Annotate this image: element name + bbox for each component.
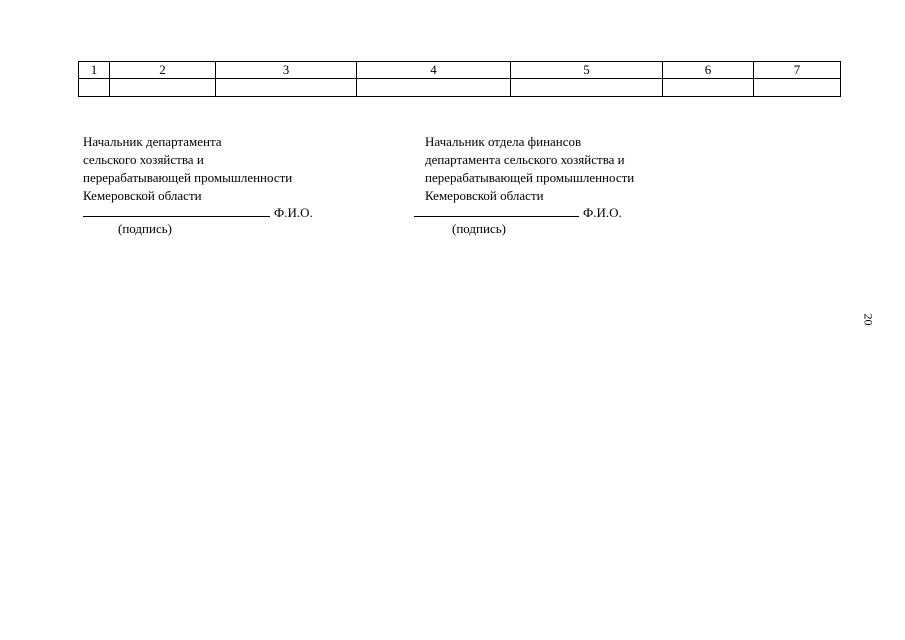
left-signature-line xyxy=(83,204,270,217)
right-signature-caption: (подпись) xyxy=(452,221,506,236)
table-cell xyxy=(511,79,663,97)
table-header-cell: 5 xyxy=(511,62,663,79)
table-header-cell: 2 xyxy=(110,62,216,79)
right-title-line: перерабатывающей промышленности xyxy=(425,170,635,185)
table-header-cell: 3 xyxy=(216,62,357,79)
table-cell xyxy=(216,79,357,97)
right-name-placeholder: Ф.И.О. xyxy=(583,205,622,220)
table-header-cell: 7 xyxy=(754,62,841,79)
data-table xyxy=(78,61,841,97)
table-header-row xyxy=(79,62,841,79)
left-title-line: перерабатывающей промышленности xyxy=(83,170,293,185)
table-cell xyxy=(110,79,216,97)
right-signatory-title xyxy=(425,133,634,205)
right-signature-row xyxy=(414,204,622,222)
table-cell xyxy=(663,79,754,97)
left-title-line: Кемеровской области xyxy=(83,188,202,203)
table-cell xyxy=(357,79,511,97)
right-title-line: департамента сельского хозяйства и xyxy=(425,152,625,167)
left-name-placeholder: Ф.И.О. xyxy=(274,205,313,220)
table-header-cell: 1 xyxy=(79,62,110,79)
page-number: 20 xyxy=(861,313,876,326)
table-header-cell: 4 xyxy=(357,62,511,79)
table-header-cell: 6 xyxy=(663,62,754,79)
right-signature-line xyxy=(414,204,579,217)
table-cell xyxy=(79,79,110,97)
right-title-line: Начальник отдела финансов xyxy=(425,134,582,149)
left-signature-caption: (подпись) xyxy=(118,221,172,236)
right-title-line: Кемеровской области xyxy=(425,188,544,203)
left-title-line: Начальник департамента xyxy=(83,134,222,149)
left-signature-row xyxy=(83,204,313,222)
left-title-line: сельского хозяйства и xyxy=(83,152,204,167)
table-row xyxy=(79,79,841,97)
table-cell xyxy=(754,79,841,97)
left-signatory-title xyxy=(83,133,292,205)
